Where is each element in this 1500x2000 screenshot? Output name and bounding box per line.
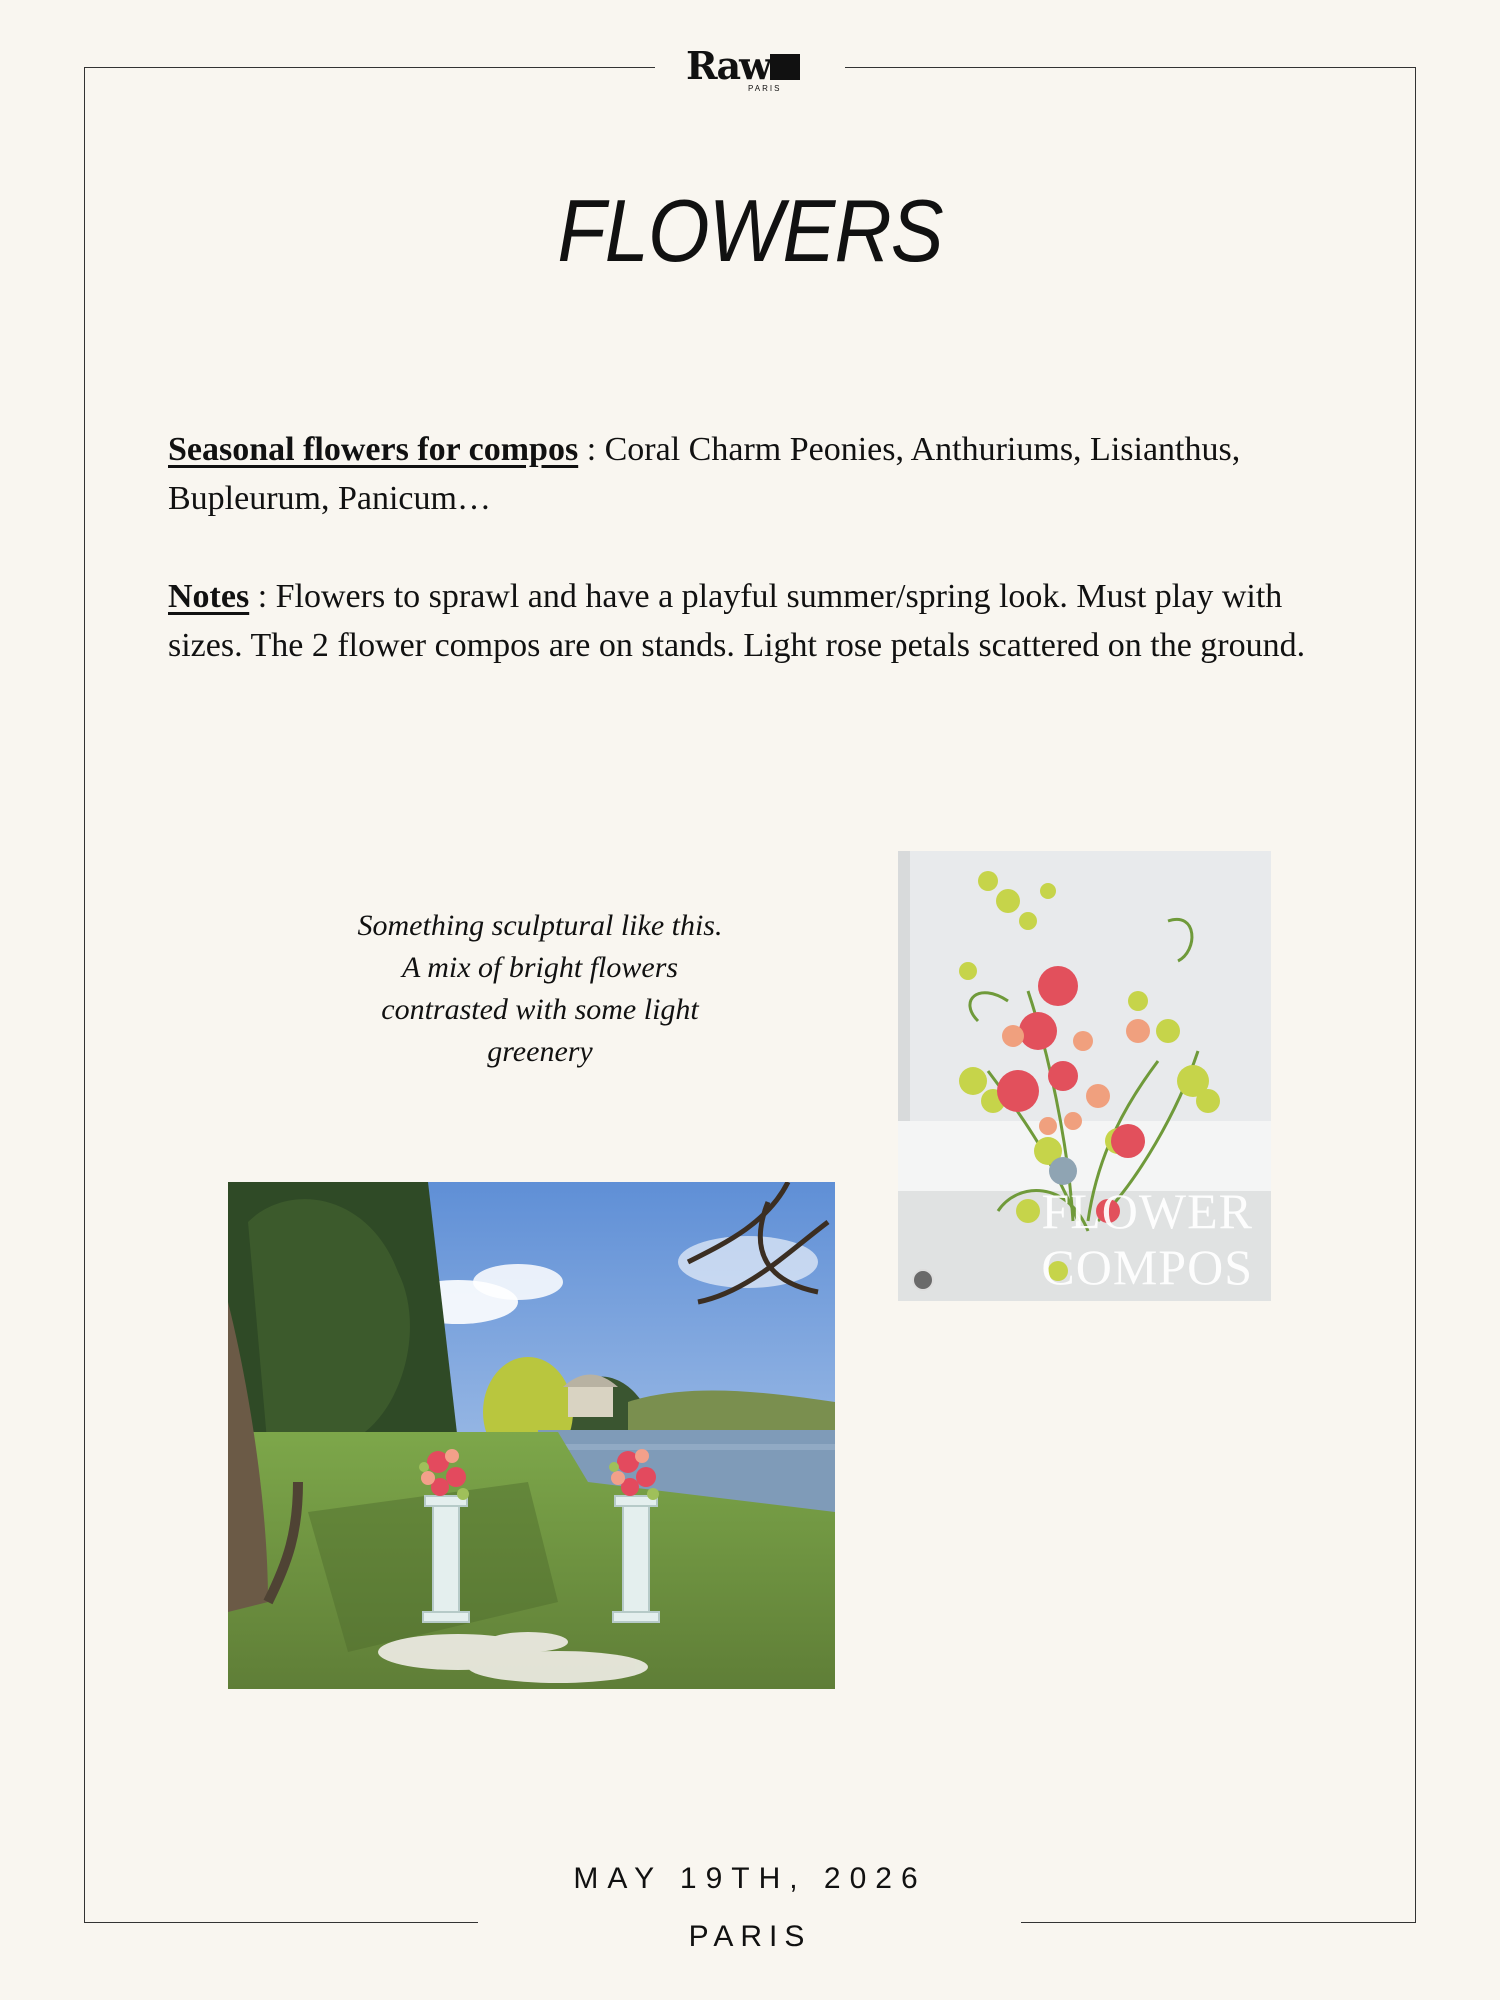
seasonal-paragraph	[168, 425, 1328, 523]
brand-name: Raw	[686, 43, 770, 88]
caption-line: greenery	[487, 1035, 593, 1068]
compo-label	[1041, 1183, 1253, 1295]
event-city: PARIS	[688, 1920, 812, 1953]
venue-park-photo	[228, 1182, 835, 1689]
image-caption	[320, 905, 760, 1073]
brand-location: PARIS	[748, 84, 782, 93]
description	[168, 425, 1328, 670]
park-illustration	[228, 1182, 835, 1689]
event-date: MAY 19TH, 2026	[573, 1862, 927, 1895]
caption-line: Something sculptural like this.	[357, 909, 723, 942]
seasonal-label: Seasonal flowers for compos	[168, 431, 579, 468]
caption-line: contrasted with some light	[381, 993, 699, 1026]
brand-block-mark	[770, 54, 800, 80]
compo-label-line: FLOWER	[1041, 1183, 1253, 1239]
notes-paragraph	[168, 572, 1328, 670]
seasonal-text: : Coral Charm Peonies, Anthuriums, Lisianthus, Bupleurum, Panicum…	[168, 431, 1241, 517]
compo-label-line: COMPOS	[1041, 1239, 1253, 1295]
brand-logo	[686, 44, 816, 96]
flower-compo-photo	[898, 851, 1271, 1301]
user-icon	[912, 1269, 934, 1291]
notes-text: : Flowers to sprawl and have a playful summer/spring look. Must play with sizes. The 2 flower compos are on stands. Light rose petals scattered on the ground.	[168, 578, 1306, 664]
page-title: FLOWERS	[557, 181, 943, 280]
caption-line: A mix of bright flowers	[401, 951, 679, 984]
notes-label: Notes	[168, 578, 250, 615]
